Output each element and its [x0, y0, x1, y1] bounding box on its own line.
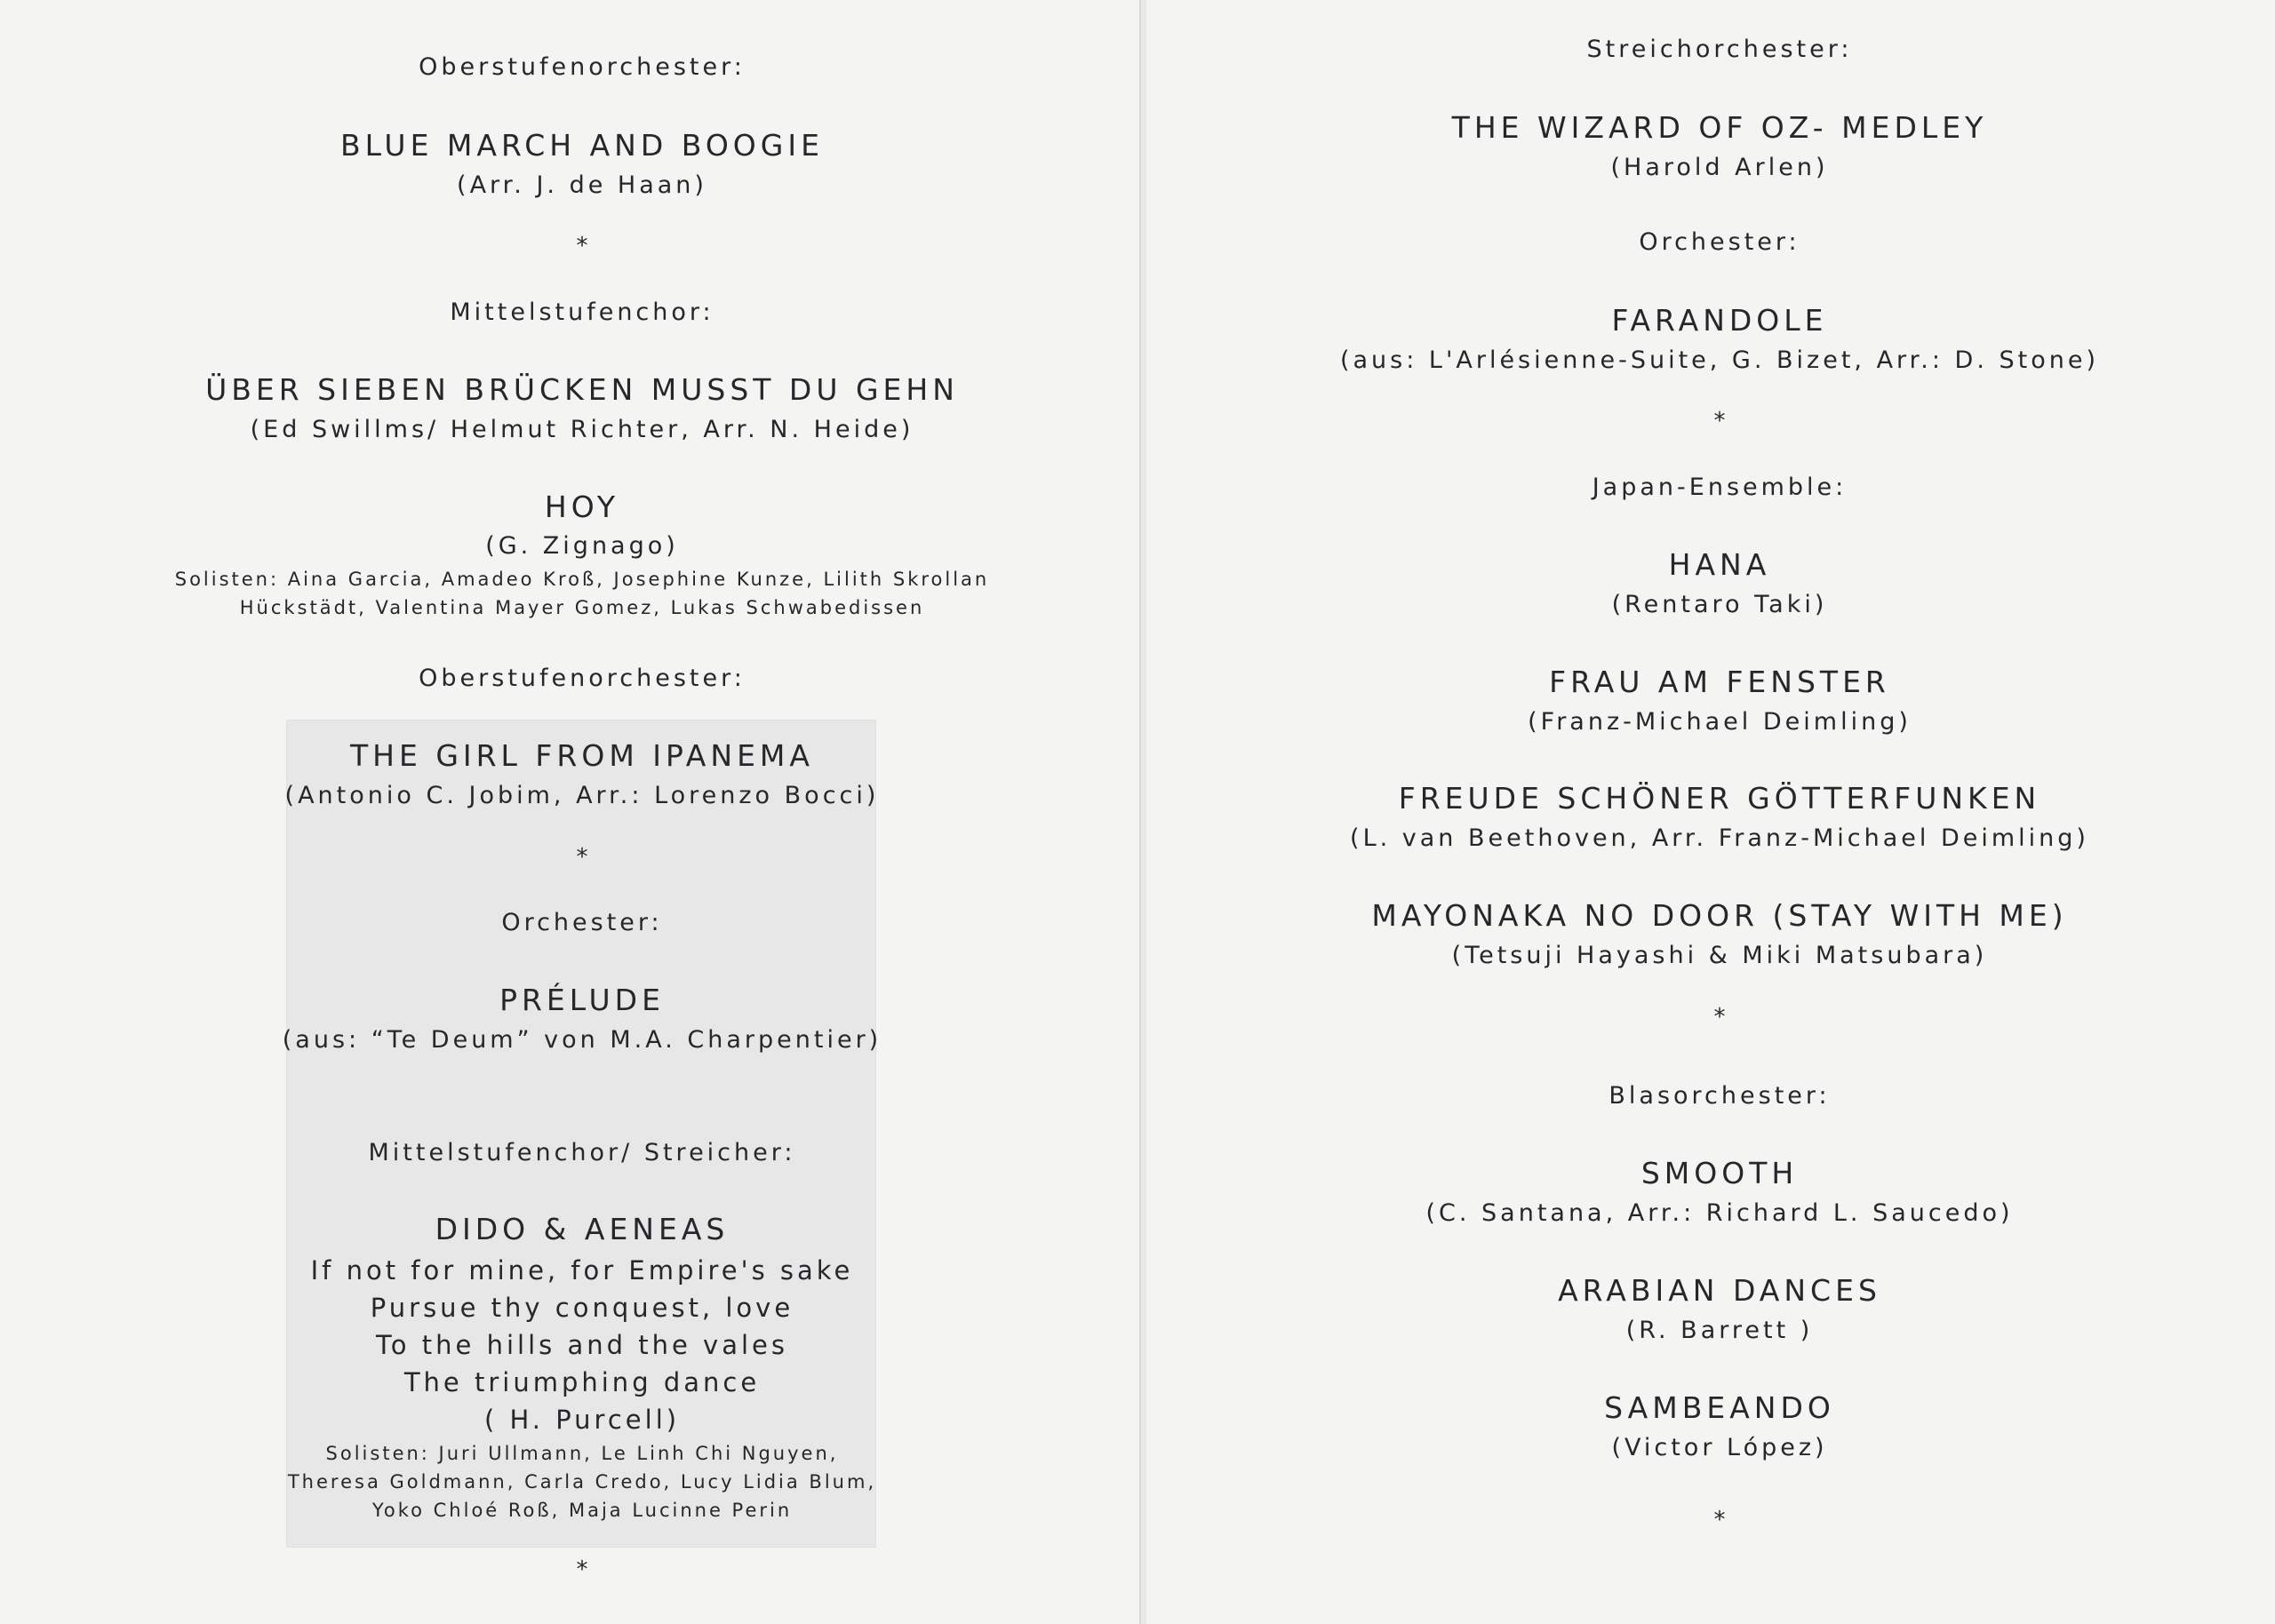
ensemble-heading: Mittelstufenchor/ Streicher:	[368, 1139, 796, 1166]
separator-star: *	[576, 844, 588, 871]
piece-title: DIDO & AENEAS	[435, 1212, 730, 1246]
piece-title: FARANDOLE	[1611, 303, 1828, 338]
program-page-right	[1146, 0, 2275, 1624]
ensemble-heading: Blasorchester:	[1608, 1082, 1831, 1110]
soloists-line: Hückstädt, Valentina Mayer Gomez, Lukas Schwabedissen	[239, 597, 925, 618]
ensemble-heading: Streichorchester:	[1586, 36, 1853, 63]
piece-title: PRÉLUDE	[499, 983, 665, 1017]
piece-title: MAYONAKA NO DOOR (STAY WITH ME)	[1371, 898, 2068, 933]
piece-credit: (aus: “Te Deum” von M.A. Charpentier)	[282, 1026, 882, 1054]
piece-credit: (aus: L'Arlésienne-Suite, G. Bizet, Arr.: D. Stone)	[1339, 346, 2100, 374]
soloists-line: Solisten: Juri Ullmann, Le Linh Chi Nguyen,	[325, 1443, 839, 1464]
ensemble-heading: Mittelstufenchor:	[450, 299, 714, 326]
lyric-line: Pursue thy conquest, love	[370, 1293, 794, 1323]
piece-title: THE GIRL FROM IPANEMA	[350, 738, 814, 773]
piece-credit: (Tetsuji Hayashi & Miki Matsubara)	[1451, 942, 1988, 969]
piece-credit: (Victor López)	[1611, 1434, 1828, 1461]
separator-star: *	[1713, 1507, 1726, 1533]
lyric-line: If not for mine, for Empire's sake	[310, 1255, 854, 1286]
piece-title: THE WIZARD OF OZ- MEDLEY	[1451, 110, 1988, 145]
soloists-line: Yoko Chloé Roß, Maja Lucinne Perin	[371, 1500, 793, 1521]
separator-star: *	[1713, 1004, 1726, 1031]
separator-star: *	[576, 233, 588, 259]
piece-title: BLUE MARCH AND BOOGIE	[340, 128, 824, 163]
piece-credit: (L. van Beethoven, Arr. Franz-Michael Deimling)	[1350, 824, 2089, 852]
lyric-line: ( H. Purcell)	[483, 1405, 681, 1435]
ensemble-heading: Japan-Ensemble:	[1592, 474, 1848, 501]
piece-credit: (Arr. J. de Haan)	[457, 171, 707, 199]
piece-title: SAMBEANDO	[1604, 1390, 1835, 1425]
ensemble-heading: Orchester:	[501, 909, 663, 936]
piece-title: HOY	[544, 490, 620, 524]
piece-title: SMOOTH	[1640, 1156, 1799, 1190]
ensemble-heading: Orchester:	[1639, 228, 1800, 256]
ensemble-heading: Oberstufenorchester:	[419, 665, 746, 692]
piece-title: HANA	[1668, 547, 1771, 582]
lyric-line: The triumphing dance	[403, 1367, 761, 1397]
piece-credit: (Ed Swillms/ Helmut Richter, Arr. N. Heide)	[250, 416, 914, 443]
soloists-line: Theresa Goldmann, Carla Credo, Lucy Lidia Blum,	[287, 1471, 877, 1493]
piece-title: ARABIAN DANCES	[1558, 1273, 1881, 1308]
piece-credit: (R. Barrett )	[1625, 1317, 1814, 1344]
piece-credit: (Antonio C. Jobim, Arr.: Lorenzo Bocci)	[284, 782, 880, 809]
piece-credit: (Rentaro Taki)	[1611, 591, 1828, 618]
piece-credit: (Franz-Michael Deimling)	[1528, 708, 1912, 736]
piece-credit: (G. Zignago)	[485, 532, 679, 560]
piece-title: FRAU AM FENSTER	[1549, 665, 1890, 699]
lyric-line: To the hills and the vales	[376, 1330, 788, 1360]
separator-star: *	[1713, 408, 1726, 434]
separator-star: *	[576, 1556, 588, 1583]
piece-credit: (C. Santana, Arr.: Richard L. Saucedo)	[1425, 1199, 2014, 1227]
piece-credit: (Harold Arlen)	[1610, 154, 1829, 181]
piece-title: ÜBER SIEBEN BRÜCKEN MUSST DU GEHN	[205, 372, 959, 407]
piece-title: FREUDE SCHÖNER GÖTTERFUNKEN	[1398, 781, 2041, 816]
ensemble-heading: Oberstufenorchester:	[419, 53, 746, 81]
soloists-line: Solisten: Aina Garcia, Amadeo Kroß, Josephine Kunze, Lilith Skrollan	[174, 569, 990, 590]
